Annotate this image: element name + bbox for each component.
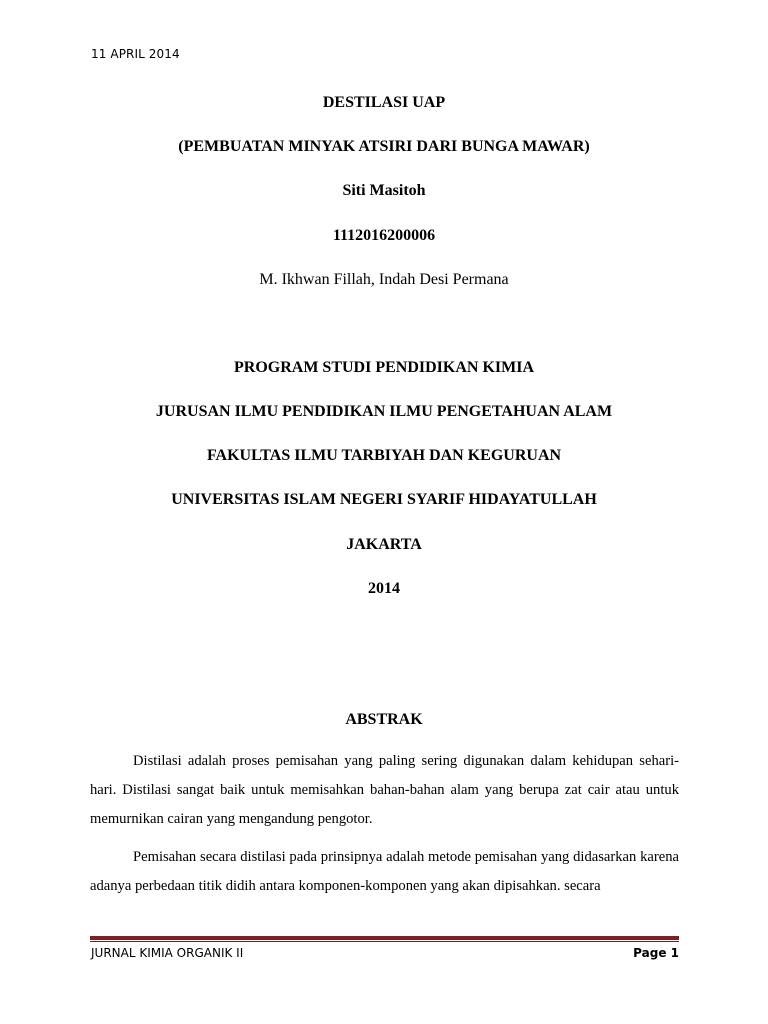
footer-page-number: Page 1 <box>633 946 679 960</box>
abstract-paragraph-1: Distilasi adalah proses pemisahan yang paling sering digunakan dalam kehidupan sehari-hari. Distilasi sangat baik untuk memisahkan bahan-bahan alam yang berupa zat cair atau untuk memurnikan cairan yang mengandung pengotor. <box>90 753 679 827</box>
abstract-heading: ABSTRAK <box>345 711 423 728</box>
program-name: PROGRAM STUDI PENDIDIKAN KIMIA <box>233 359 534 376</box>
footer-journal-name: JURNAL KIMIA ORGANIK II <box>91 946 244 960</box>
author-name: Siti Masitoh <box>342 182 426 199</box>
document-subtitle: (PEMBUATAN MINYAK ATSIRI DARI BUNGA MAWAR) <box>178 138 590 155</box>
department-name: JURUSAN ILMU PENDIDIKAN ILMU PENGETAHUAN ALAM <box>155 403 613 420</box>
faculty-name: FAKULTAS ILMU TARBIYAH DAN KEGURUAN <box>206 447 562 464</box>
abstract-paragraph-2: Pemisahan secara distilasi pada prinsipnya adalah metode pemisahan yang didasarkan karena adanya perbedaan titik didih antara komponen-komponen yang akan dipisahkan. secara <box>90 849 679 894</box>
header-date: 11 APRIL 2014 <box>91 47 180 61</box>
footer-divider-thick <box>90 936 679 940</box>
student-id: 1112016200006 <box>332 227 436 244</box>
university-name: UNIVERSITAS ISLAM NEGERI SYARIF HIDAYATULLAH <box>171 491 597 508</box>
document-title: DESTILASI UAP <box>322 94 446 111</box>
year: 2014 <box>368 580 400 597</box>
footer-divider-thin <box>90 941 679 942</box>
coauthors: M. Ikhwan Fillah, Indah Desi Permana <box>259 271 509 288</box>
city-name: JAKARTA <box>346 536 422 553</box>
